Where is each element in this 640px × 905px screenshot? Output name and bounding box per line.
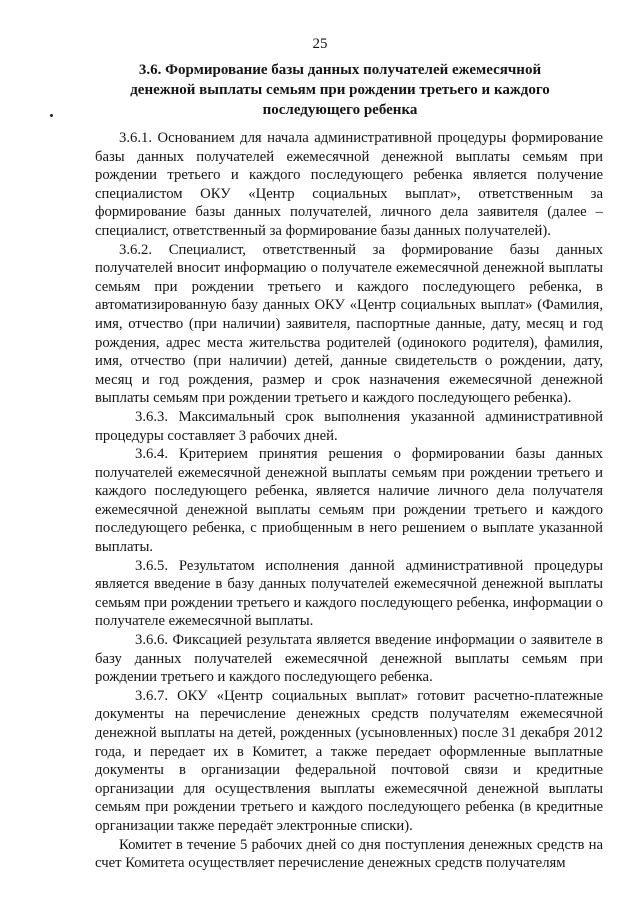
paragraph-3-6-7: 3.6.7. ОКУ «Центр социальных выплат» готовит расчетно-платежные документы на перечисление денежных средств получателям ежемесячной денежной выплаты на детей, рожденных (усыновленных) после 31 декабря 2012 года, и передает их в Комитет, а также передает оформленные выплатные документы в организации федеральной почтовой связи и кредитные организации для осуществления выплаты ежемесячной денежной выплаты семьям при рождении третьего и каждого последующего ребенка (в кредитные организации также передаёт электронные списки). bbox=[95, 687, 603, 834]
paragraph-3-6-6: 3.6.6. Фиксацией результата является введение информации о заявителе в базу данных получателей ежемесячной денежной выплаты семьям при рождении третьего и каждого последующего ребенка. bbox=[95, 632, 603, 686]
paragraph-3-6-4: 3.6.4. Критерием принятия решения о формировании базы данных получателей ежемесячной денежной выплаты семьям при рождении третьего и каждого последующего ребенка, является наличие личного дела получателя ежемесячной денежной выплаты семьям при рождении третьего и каждого последующего ребенка, с приобщенным в него решением о выплате указанной выплаты. bbox=[95, 446, 603, 556]
paragraph-3-6-2: 3.6.2. Специалист, ответственный за формирование базы данных получателей вносит информацию о получателе ежемесячной денежной выплаты семьям при рождении третьего и каждого последующего ребенка, в автоматизированную базу данных ОКУ «Центр социальных выплат» (Фамилия, имя, отчество (при наличии) заявителя, паспортные данные, дату, месяц и год рождения, адрес места жительства родителей (одинокого родителя), фамилия, имя, отчество (при наличии) детей, данные свидетельств о рождении, дату, месяц и год рождения, размер и срок назначения ежемесячной денежной выплаты семьям при рождении третьего и каждого последующего ребенка). bbox=[95, 241, 603, 407]
page-number: 25 bbox=[312, 36, 328, 52]
paragraph-3-6-5: 3.6.5. Результатом исполнения данной административной процедуры является введение в базу данных получателей ежемесячной денежной выплаты семьям при рождении третьего и каждого последующего ребенка, информации о получателе ежемесячной выплаты. bbox=[95, 557, 603, 630]
stray-mark bbox=[50, 114, 53, 117]
paragraph-committee: Комитет в течение 5 рабочих дней со дня поступления денежных средств на счет Комитета осуществляет перечисление денежных средств получателям bbox=[95, 836, 603, 872]
document-body bbox=[95, 129, 603, 873]
section-title: 3.6. Формирование базы данных получателей ежемесячной денежной выплаты семьям при рождении третьего и каждого последующего ребенка bbox=[130, 62, 550, 118]
paragraph-3-6-1: 3.6.1. Основанием для начала административной процедуры формирование базы данных получателей ежемесячной денежной выплаты семьям при рождении третьего и каждого последующего ребенка является получение специалистом ОКУ «Центр социальных выплат», ответственным за формирование базы данных получателей, личного дела заявителя (далее – специалист, ответственный за формирование базы данных получателей). bbox=[95, 130, 603, 239]
paragraph-3-6-3: 3.6.3. Максимальный срок выполнения указанной административной процедуры составляет 3 рабочих дней. bbox=[95, 408, 603, 444]
